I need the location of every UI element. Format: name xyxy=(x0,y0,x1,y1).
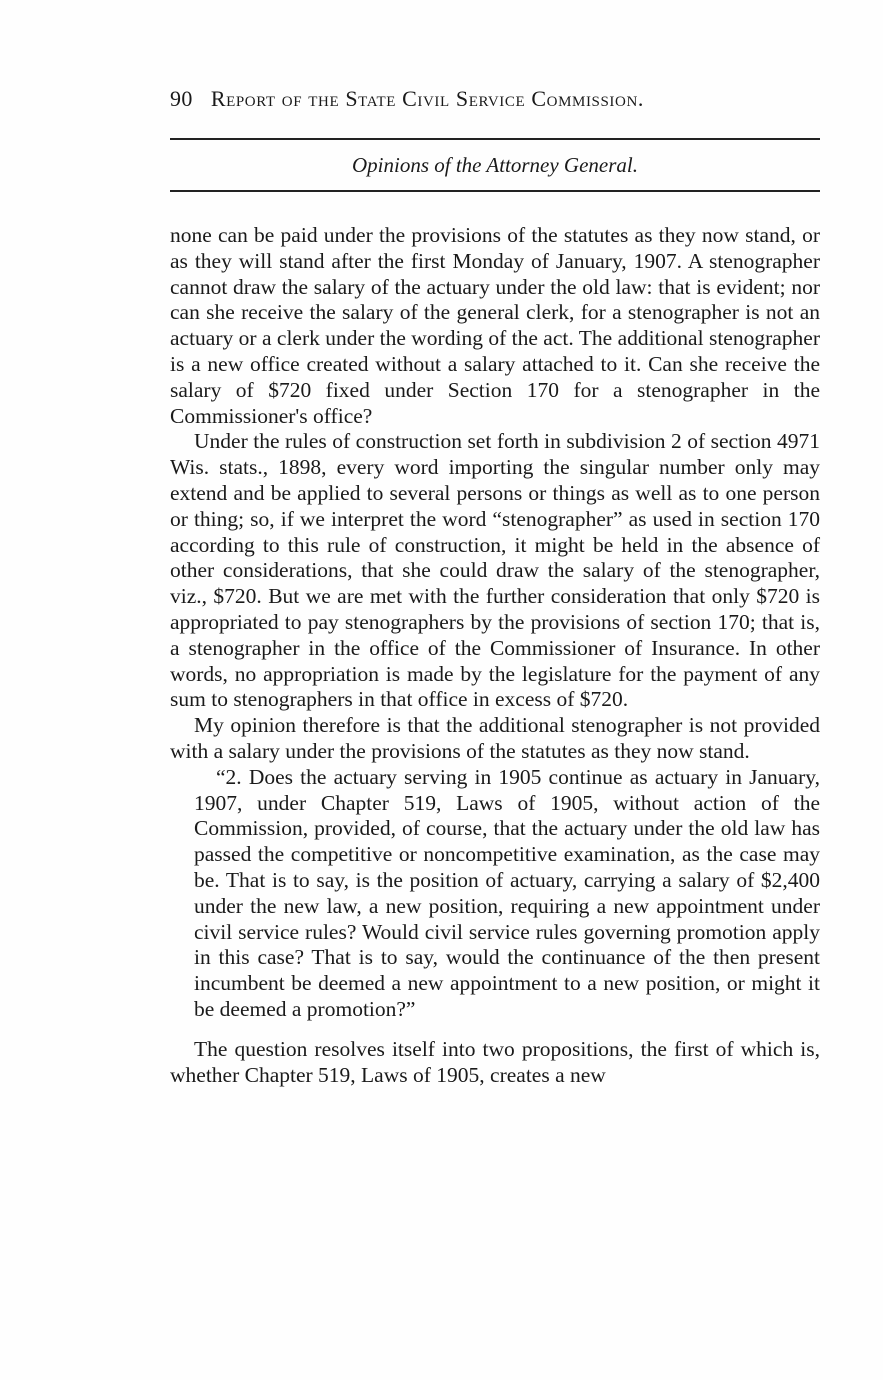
paragraph-continued: none can be paid under the provisions of the statutes as they now stand, or as they will stand after the first Monday of January, 1907. A stenographer cannot draw the salary of the actuary under the old law: that is evident; nor can she receive the salary of the general clerk, for a stenographer is not an actuary or a clerk under the wording of the act. The additional stenographer is a new office created without a salary attached to it. Can she receive the salary of $720 fixed under Section 170 for a stenographer in the Commissioner's office? xyxy=(170,223,820,428)
paragraph-quoted-question: “2. Does the actuary serving in 1905 continue as actuary in January, 1907, under Chapter 519, Laws of 1905, without action of the Commission, provided, of course, that the actuary under the old law has passed the competitive or noncompetitive examination, as the case may be. That is to say, is the position of actuary, carrying a salary of $2,400 under the new law, a new position, requiring a new appointment under civil service rules? Would civil service rules governing promotion apply in this case? That is to say, would the continuance of the then present incumbent be deemed a new appointment to a new position, or might it be deemed a promotion?” xyxy=(194,764,820,1021)
paragraph-opinion: My opinion therefore is that the additional stenographer is not provided with a salary under the provisions of the statutes as they now stand. xyxy=(170,713,820,763)
paragraph-construction-rules: Under the rules of construction set forth in subdivision 2 of section 4971 Wis. stats., 1898, every word importing the singular number only may extend and be applied to several persons or things as well as to one person or thing; so, if we interpret the word “stenographer” as used in section 170 according to this rule of construction, it might be held in the absence of other considerations, that she could draw the salary of the stenographer, viz., $720. But we are met with the further consideration that only $720 is appropriated to pay stenographers by the provisions of section 170; that is, a stenographer in the office of the Commissioner of Insurance. In other words, no appropriation is made by the legislature for the payment of any sum to stenographers in that office in excess of $720. xyxy=(170,429,820,712)
running-title: Report of the State Civil Service Commission. xyxy=(210,86,644,111)
header-rule-top xyxy=(170,138,820,140)
running-head xyxy=(170,86,820,118)
paragraph-question-resolves: The question resolves itself into two propositions, the first of which is, whether Chapter 519, Laws of 1905, creates a new xyxy=(170,1036,820,1087)
page-number: 90 xyxy=(170,86,193,111)
header-rule-bottom xyxy=(170,190,820,192)
section-title: Opinions of the Attorney General. xyxy=(352,153,638,177)
body-text xyxy=(170,223,820,1088)
